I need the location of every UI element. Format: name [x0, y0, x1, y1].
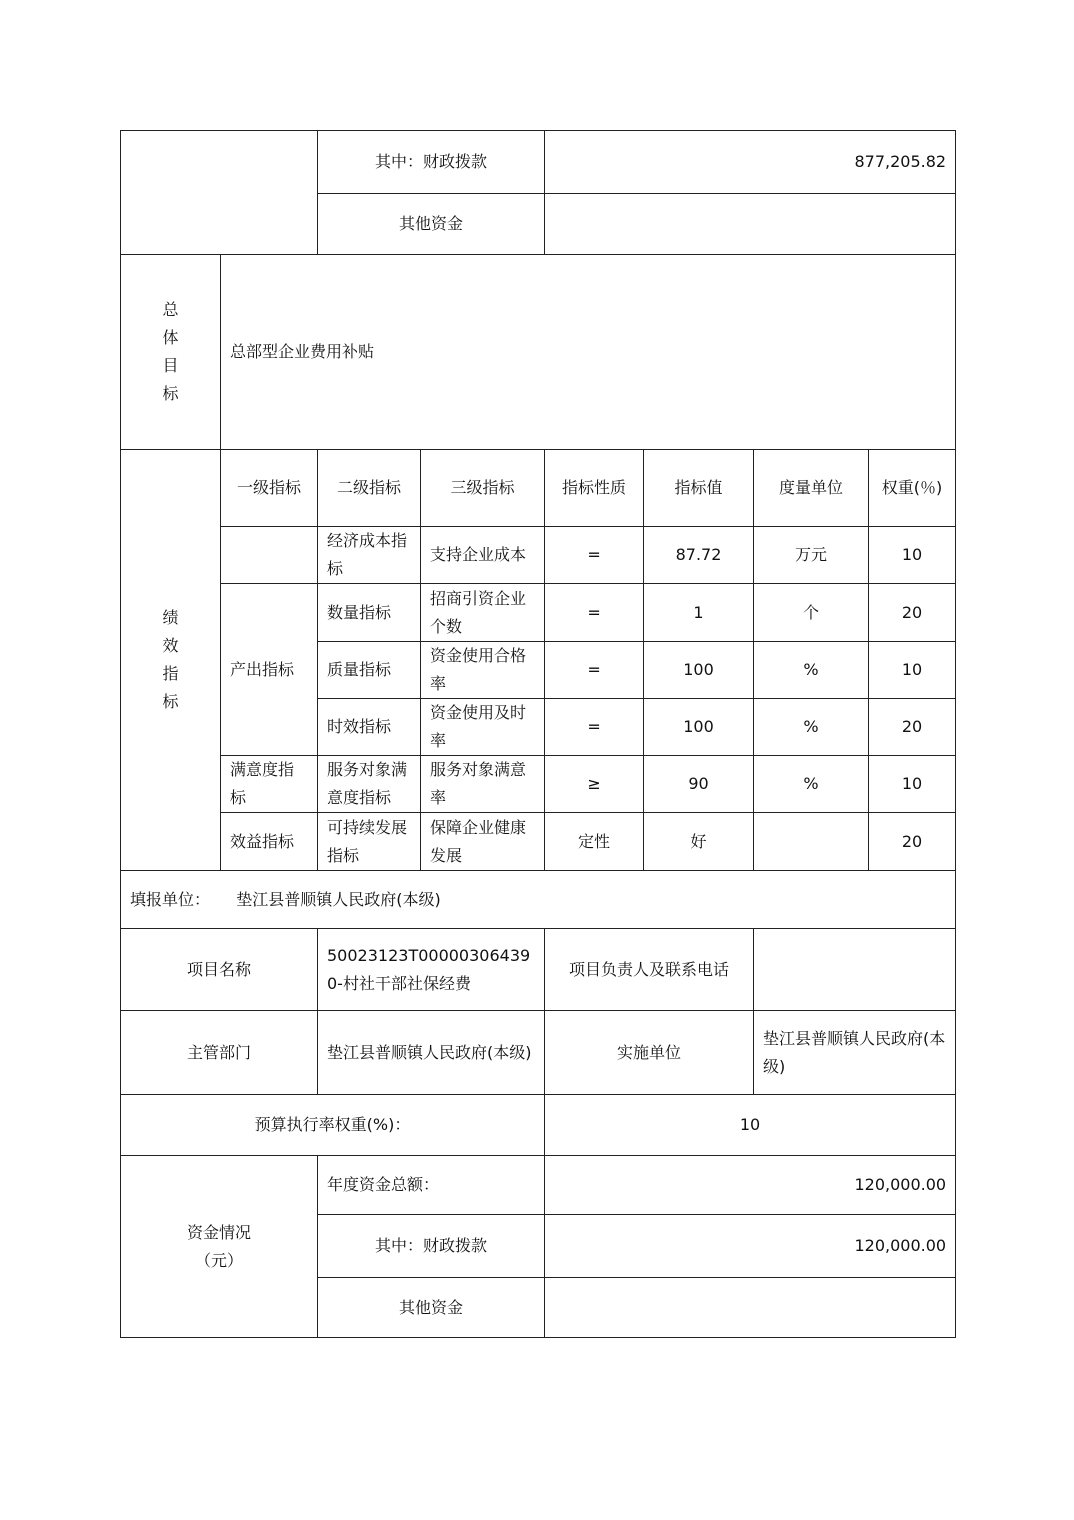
cell-unit: % [754, 642, 869, 699]
cell-nature: ≥ [545, 756, 644, 813]
cell-level3: 支持企业成本 [421, 527, 545, 584]
cell-level2: 服务对象满意度指标 [318, 756, 421, 813]
performance-label: 绩 效 指 标 [121, 450, 221, 871]
fiscal-funds-value: 120,000.00 [545, 1215, 956, 1278]
cell-unit: 万元 [754, 527, 869, 584]
other-funds-value [545, 1278, 956, 1338]
cell-level2: 质量指标 [318, 642, 421, 699]
cell-level1-output: 产出指标 [221, 584, 318, 756]
dept-value: 垫江县普顺镇人民政府(本级) [318, 1011, 545, 1095]
project-contact-value [754, 929, 956, 1011]
cell-level2: 经济成本指标 [318, 527, 421, 584]
cell-weight: 20 [869, 584, 956, 642]
cell-value: 87.72 [644, 527, 754, 584]
cell-weight: 10 [869, 756, 956, 813]
overall-goal-content: 总部型企业费用补贴 [221, 255, 956, 450]
table-row [121, 584, 956, 642]
cell-weight: 20 [869, 813, 956, 871]
cell-weight: 20 [869, 699, 956, 756]
cell-level1 [221, 527, 318, 584]
cell-level2: 可持续发展指标 [318, 813, 421, 871]
project-contact-label: 项目负责人及联系电话 [545, 929, 754, 1011]
top-fiscal-label: 其中：财政拨款 [318, 131, 545, 194]
cell-unit: % [754, 699, 869, 756]
top-fiscal-value: 877,205.82 [545, 131, 956, 194]
cell-level1: 满意度指标 [221, 756, 318, 813]
header-nature: 指标性质 [545, 450, 644, 527]
project-name-value: 50023123T000003064390-村社干部社保经费 [318, 929, 545, 1011]
cell-value: 好 [644, 813, 754, 871]
cell-value: 90 [644, 756, 754, 813]
top-funds-label-cell [121, 131, 318, 255]
table-row [121, 756, 956, 813]
cell-level3: 资金使用及时率 [421, 699, 545, 756]
cell-level1: 效益指标 [221, 813, 318, 871]
cell-unit: % [754, 756, 869, 813]
table-row [121, 527, 956, 584]
cell-level3: 保障企业健康发展 [421, 813, 545, 871]
cell-level3: 资金使用合格率 [421, 642, 545, 699]
cell-value: 100 [644, 699, 754, 756]
dept-label: 主管部门 [121, 1011, 318, 1095]
cell-unit: 个 [754, 584, 869, 642]
header-level1: 一级指标 [221, 450, 318, 527]
cell-level2: 数量指标 [318, 584, 421, 642]
cell-level3: 服务对象满意率 [421, 756, 545, 813]
impl-unit-value: 垫江县普顺镇人民政府(本级) [754, 1011, 956, 1095]
budget-rate-value: 10 [545, 1095, 956, 1156]
annual-funds-value: 120,000.00 [545, 1156, 956, 1215]
cell-value: 100 [644, 642, 754, 699]
cell-value: 1 [644, 584, 754, 642]
cell-nature: 定性 [545, 813, 644, 871]
project-performance-table [120, 130, 956, 1338]
impl-unit-label: 实施单位 [545, 1011, 754, 1095]
budget-rate-label: 预算执行率权重(%)： [121, 1095, 545, 1156]
reporting-unit-value: 垫江县普顺镇人民政府(本级) [236, 889, 441, 909]
cell-level2: 时效指标 [318, 699, 421, 756]
reporting-unit-row [121, 871, 956, 929]
header-unit: 度量单位 [754, 450, 869, 527]
project-name-label: 项目名称 [121, 929, 318, 1011]
cell-nature: = [545, 527, 644, 584]
cell-level3: 招商引资企业个数 [421, 584, 545, 642]
overall-goal-label: 总 体 目 标 [121, 255, 221, 450]
other-funds-label: 其他资金 [318, 1278, 545, 1338]
cell-weight: 10 [869, 527, 956, 584]
fiscal-funds-label: 其中：财政拨款 [318, 1215, 545, 1278]
cell-unit [754, 813, 869, 871]
header-level2: 二级指标 [318, 450, 421, 527]
top-other-funds-value [545, 194, 956, 255]
cell-nature: = [545, 584, 644, 642]
header-value: 指标值 [644, 450, 754, 527]
annual-funds-label: 年度资金总额： [318, 1156, 545, 1215]
funds-label: 资金情况 （元） [121, 1156, 318, 1338]
cell-nature: = [545, 699, 644, 756]
cell-nature: = [545, 642, 644, 699]
header-weight: 权重(％) [869, 450, 956, 527]
reporting-unit-label: 填报单位： [130, 889, 211, 909]
top-other-funds-label: 其他资金 [318, 194, 545, 255]
table-row [121, 813, 956, 871]
header-level3: 三级指标 [421, 450, 545, 527]
cell-weight: 10 [869, 642, 956, 699]
